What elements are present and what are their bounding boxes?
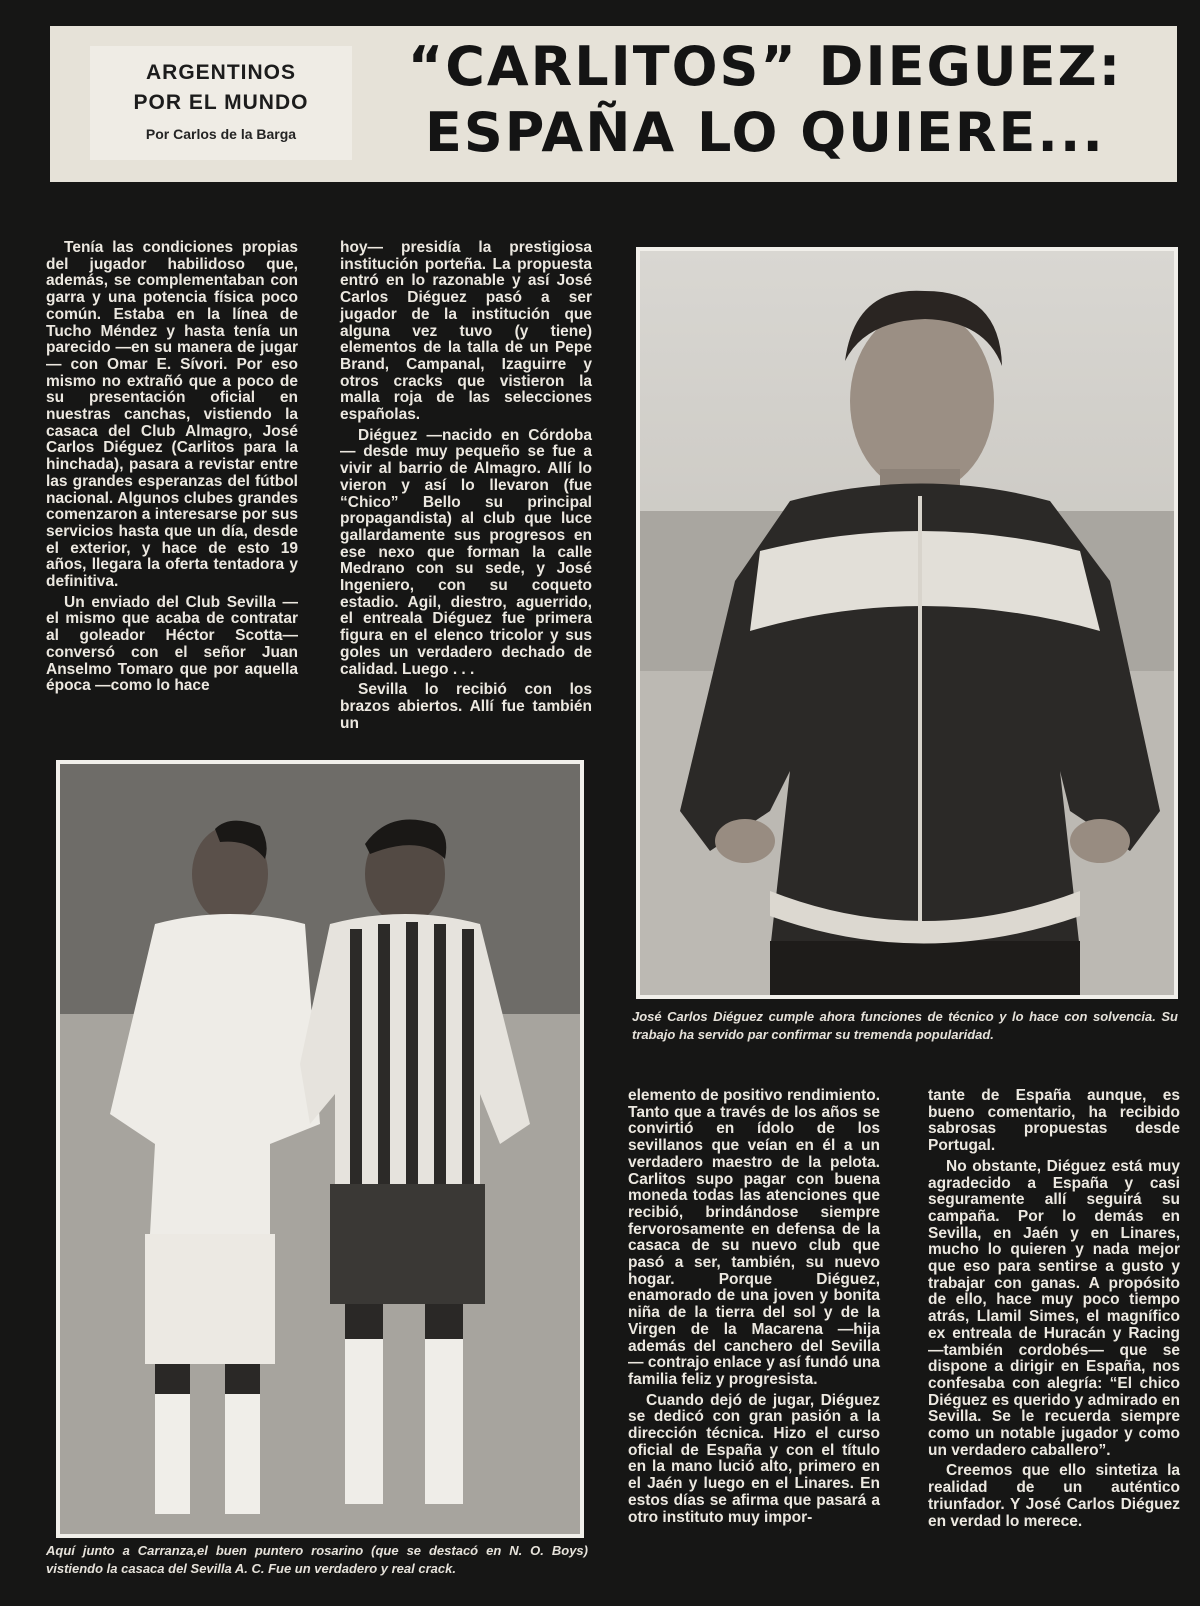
article-column-2 bbox=[340, 240, 592, 736]
team-caption: Aquí junto a Carranza,el buen puntero rosarino (que se destacó en N. O. Boys) vistiendo la casaca del Sevilla A. C. Fue un verdadero y real crack. bbox=[46, 1543, 588, 1576]
team-illustration bbox=[60, 764, 580, 1534]
paragraph: Tenía las condiciones propias del jugador habilidoso que, además, se complementaban con garra y una potencia física poco común. Estaba en la línea de Tucho Méndez y hasta tenía un parecido —en su manera de jugar— con Omar E. Sívori. Por eso mismo no extrañó que a poco de su presentación oficial en nuestras canchas, vistiendo la casaca del Club Almagro, José Carlos Diéguez (Carlitos para la hinchada), pasara a revistar entre las grandes esperanzas del fútbol nacional. Algunos clubes grandes comenzaron a interesarse por sus servicios hasta que un día, desde el exterior, y hace de esto 19 años, llegara la oferta tentadora y definitiva. bbox=[46, 239, 298, 591]
paragraph: elemento de positivo rendimiento. Tanto que a través de los años se convirtió en ídolo de los sevillanos que veían en él a un verdadero maestro de la pelota. Carlitos supo pagar con buena moneda todas las atenciones que recibió, brindándose siempre fervorosamente en defensa de la casaca de su nuevo club que pasó a ser, también, su nuevo hogar. Porque Diéguez, enamorado de una joven y bonita niña de la tierra del sol y de la Virgen de la Macarena —hija además del canchero del Sevilla— contrajo enlace y así fundó una familia feliz y progresista. bbox=[628, 1087, 880, 1388]
paragraph: tante de España aunque, es bueno comentario, ha recibido sabrosas propuestas desde Portugal. bbox=[928, 1087, 1180, 1155]
paragraph: hoy— presidía la prestigiosa institución porteña. La propuesta entró en lo razonable y así José Carlos Diéguez pasó a ser jugador de la institución que alguna vez tuvo (y tiene) elementos de la talla de un Pepe Brand, Campanal, Izaguirre y otros cracks que vistieron la malla roja de las selecciones españolas. bbox=[340, 239, 592, 424]
paragraph: Creemos que ello sintetiza la realidad de un auténtico triunfador. Y José Carlos Diéguez en verdad lo merece. bbox=[928, 1462, 1180, 1530]
portrait-photo bbox=[636, 247, 1178, 999]
headline-line1: “CARLITOS” DIEGUEZ: bbox=[407, 35, 1123, 98]
portrait-illustration bbox=[640, 251, 1174, 995]
byline: Por Carlos de la Barga bbox=[145, 126, 297, 142]
headline bbox=[360, 34, 1170, 166]
paragraph: Sevilla lo recibió con los brazos abiertos. Allí fue también un bbox=[340, 681, 592, 732]
section-title-line2: POR EL MUNDO bbox=[133, 91, 309, 114]
paragraph: Diéguez —nacido en Córdoba— desde muy pequeño se fue a vivir al barrio de Almagro. Allí lo vieron y así lo llevaron (fue “Chico” Bello su principal propagandista) al club que luce gallardamente sus progresos en ese nexo que forman la calle Medrano con su sede, y José Ingeniero, con su coqueto estadio. Agil, diestro, aguerrido, el entreala Diéguez fue primera figura en el elenco tricolor y sus goles un verdadero dechado de calidad. Luego . . . bbox=[340, 426, 592, 678]
portrait-caption: José Carlos Diéguez cumple ahora funciones de técnico y lo hace con solvencia. Su trabajo ha servido par confirmar su tremenda popularidad. bbox=[632, 1009, 1178, 1042]
section-title bbox=[90, 58, 352, 118]
headline-line2: ESPAÑA LO QUIERE... bbox=[425, 101, 1105, 164]
section-title-line1: ARGENTINOS bbox=[145, 61, 296, 84]
article-column-4 bbox=[928, 1088, 1180, 1534]
paragraph: No obstante, Diéguez está muy agradecido a España y casi seguramente allí seguirá su campaña. Por lo demás en Sevilla, en Jaén y en Linares, mucho lo quieren y nada mejor que eso para sentirse a gusto y trabajar con ganas. A propósito de ello, hace muy poco tiempo atrás, Llamil Simes, el magnífico ex entreala de Huracán y Racing —también cordobés— que se dispone a dirigir en España, nos confesaba con alegría: “El chico Diéguez es querido y admirado en Sevilla. Se le recuerda siempre como un notable jugador y como un verdadero caballero”. bbox=[928, 1157, 1180, 1459]
paragraph: Un enviado del Club Sevilla —el mismo que acaba de contratar al goleador Héctor Scotta— conversó con el señor Juan Anselmo Tomaro que por aquella época —como lo hace bbox=[46, 593, 298, 695]
portrait-photo-image bbox=[640, 251, 1174, 995]
header-banner bbox=[50, 26, 1177, 182]
team-photo-image bbox=[60, 764, 580, 1534]
team-photo bbox=[56, 760, 584, 1538]
article-column-3 bbox=[628, 1088, 880, 1530]
article-column-1 bbox=[46, 240, 298, 699]
section-label-box bbox=[90, 46, 352, 160]
paragraph: Cuando dejó de jugar, Diéguez se dedicó con gran pasión a la dirección técnica. Hizo el curso oficial de España y con el título en la mano lució alto, primero en el Jaén y luego en el Linares. En estos días se afirma que pasará a otro instituto muy impor- bbox=[628, 1391, 880, 1526]
